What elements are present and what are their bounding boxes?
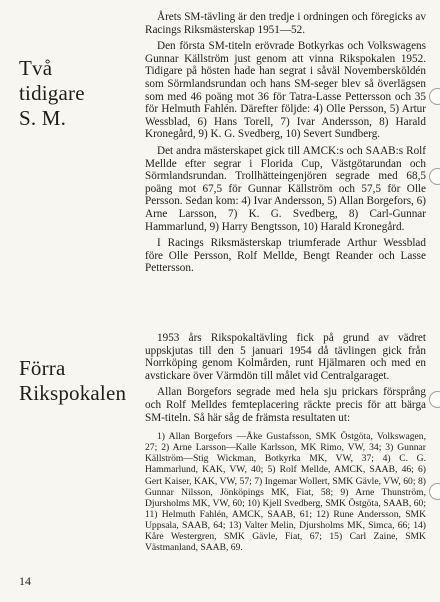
paragraph: Allan Borgefors segrade med hela sju prickars försprång och Rolf Melldes femteplacering räckte precis för att bärga SM-titeln. Så här såg de främsta resultaten ut: xyxy=(145,386,426,424)
binder-hole xyxy=(429,391,440,408)
paragraph: Den första SM-titeln erövrade Botkyrkas och Volkswagens Gunnar Källström just genom att vinna Rikspokalen 1952. Tidigare på hösten hade han segrat i såväl Novembersköldén som Sörmlandsrundan och hans SM-seger blev så överlägsen som med 46 poäng mot 36 för Tatra-Lasse Pettersson och 35 för Helmuth Fahlén. Därefter följde: 4) Olle Persson, 5) Artur Wessblad, 6) Hans Torell, 7) Ivar Andersson, 8) Harald Kronegård, 9) K. G. Svedberg, 10) Severt Sundberg. xyxy=(145,40,426,141)
paragraph: Årets SM-tävling är den tredje i ordningen och föregicks av Racings Riksmästerskap 1951—52. xyxy=(145,11,426,36)
paragraph: 1953 års Rikspokaltävling fick på grund av vädret uppskjutas till den 5 januari 1954 då tävlingen gick från Norrköping genom Kolmården, runt Hjälmaren och med en avstickare över Värmdön till målet vid Centralgaraget. xyxy=(145,332,426,382)
binder-hole xyxy=(429,88,440,105)
page-number: 14 xyxy=(19,574,31,588)
side-heading-previous-rikspokal: Förra Rikspokalen xyxy=(19,356,127,405)
results-list: 1) Allan Borgefors —Åke Gustafsson, SMK Östgöta, Volkswagen, 27; 2) Arne Larsson—Kalle Karlsson, MK Rimo, VW, 34; 3) Gunnar Källström—Stig Wickman, Botkyrka MK, VW, 37; 4) C. G. Hammarlund, KAK, VW, 40; 5) Rolf Mellde, AMCK, SAAB, 46; 6) Gert Kaiser, KAK, VW, 57; 7) Ingemar Wollert, SMK Gävle, VW, 60; 8) Gunnar Nilsson, Jönköpings MK, Fiat, 58; 9) Arne Thunström, Djursholms MK, VW, 60; 10) Kjell Svedberg, SMK Östgöta, SAAB, 60; 11) Helmuth Fahlén, AMCK, SAAB, 61; 12) Rune Andersson, SMK Uppsala, SAAB, 64; 13) Valter Melin, Djursholms MK, Simca, 66; 14) Kåre Westergren, SMK Gävle, Fiat, 67; 15) Carl Zaine, SMK Västmanland, SAAB, 69. xyxy=(145,431,426,554)
side-heading-previous-sm: Två tidigare S. M. xyxy=(19,56,85,130)
paragraph: Det andra mästerskapet gick till AMCK:s och SAAB:s Rolf Mellde efter segrar i Florida Cup, Västgötarundan och Sörmlandsrundan. Trollhätteingenjören segrade med 68,5 poäng mot 67,5 för Gunnar Källström och 57,5 för Olle Persson. Sedan kom: 4) Ivar Andersson, 5) Allan Borgefors, 6) Arne Larsson, 7) K. G. Svedberg, 8) Carl-Gunnar Hammarlund, 9) Harry Bengtsson, 10) Harald Kronegård. xyxy=(145,144,426,233)
binder-hole xyxy=(429,168,440,185)
section-previous-sm xyxy=(145,11,426,279)
section-previous-rikspokal xyxy=(145,332,426,557)
paragraph: I Racings Riksmästerskap triumferade Arthur Wessblad före Olle Persson, Rolf Mellde, Bengt Reander och Lasse Pettersson. xyxy=(145,237,426,275)
binder-hole xyxy=(429,483,440,500)
